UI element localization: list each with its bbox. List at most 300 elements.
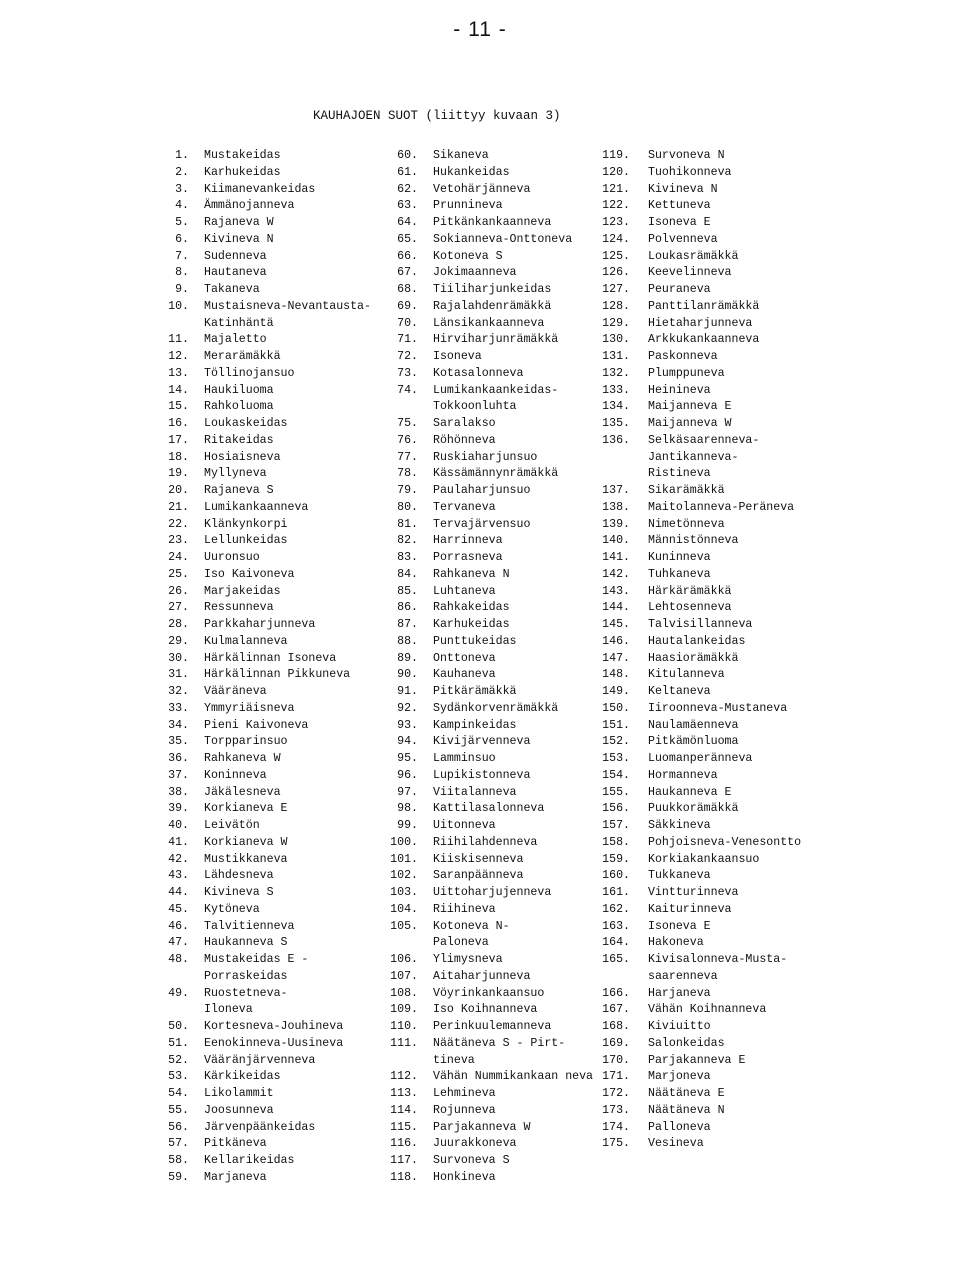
item-name: Pitkäneva bbox=[204, 1137, 267, 1151]
item-number: 153. bbox=[602, 752, 630, 765]
list-item bbox=[596, 684, 801, 701]
list-item bbox=[596, 785, 801, 802]
list-item bbox=[596, 567, 801, 584]
item-name: Pohjoisneva-Venesontto bbox=[648, 835, 802, 849]
item-name: Iso Koihnanneva bbox=[433, 1003, 538, 1017]
item-number: 147. bbox=[602, 651, 630, 665]
item-name: Röhönneva bbox=[433, 433, 496, 447]
item-number: 156. bbox=[602, 802, 630, 816]
list-item bbox=[163, 1019, 371, 1036]
item-number: 71. bbox=[397, 333, 418, 347]
item-name: Peuraneva bbox=[648, 283, 711, 296]
list-item bbox=[596, 818, 801, 835]
item-name: Likolammit bbox=[204, 1087, 274, 1100]
item-name: Mustaisneva-Nevantausta- Katinhäntä bbox=[204, 299, 371, 330]
list-item bbox=[382, 550, 593, 567]
item-name: Luomanperänneva bbox=[648, 752, 753, 765]
item-name: Mustakeidas E - Porraskeidas bbox=[204, 953, 309, 983]
item-name: Kivineva N bbox=[648, 182, 718, 196]
item-name: Korkianeva W bbox=[204, 835, 288, 849]
list-item bbox=[382, 785, 593, 802]
list-item bbox=[163, 399, 371, 416]
item-number: 56. bbox=[168, 1120, 189, 1134]
item-name: Kettuneva bbox=[648, 199, 711, 213]
item-number: 42. bbox=[168, 852, 189, 866]
item-number: 2. bbox=[175, 165, 189, 179]
item-number: 167. bbox=[602, 1003, 630, 1017]
list-item bbox=[382, 416, 593, 433]
list-item bbox=[596, 768, 801, 785]
item-number: 37. bbox=[168, 768, 189, 782]
item-number: 114. bbox=[390, 1103, 418, 1117]
list-item bbox=[163, 584, 371, 601]
list-item bbox=[596, 801, 801, 818]
list-item bbox=[382, 215, 593, 232]
list-item bbox=[163, 1103, 371, 1120]
list-item bbox=[163, 818, 371, 835]
item-name: Sokianneva-Onttoneva bbox=[433, 232, 573, 246]
list-item bbox=[596, 600, 801, 617]
item-number: 127. bbox=[602, 283, 630, 296]
list-item bbox=[596, 517, 801, 534]
list-item bbox=[382, 148, 593, 165]
item-name: Jäkälesneva bbox=[204, 785, 281, 799]
item-name: Sikaneva bbox=[433, 149, 489, 162]
item-number: 144. bbox=[602, 601, 630, 615]
item-number: 18. bbox=[168, 450, 189, 464]
item-name: Säkkineva bbox=[648, 819, 711, 832]
item-name: Harjaneva bbox=[648, 986, 711, 1000]
item-name: Maitolanneva-Peräneva bbox=[648, 500, 795, 514]
list-item bbox=[382, 868, 593, 885]
list-item bbox=[163, 768, 371, 785]
list-item bbox=[596, 868, 801, 885]
item-number: 116. bbox=[390, 1137, 418, 1151]
item-name: Marjaneva bbox=[204, 1170, 267, 1184]
item-name: Salonkeidas bbox=[648, 1036, 725, 1050]
item-number: 62. bbox=[397, 182, 418, 196]
item-number: 76. bbox=[397, 433, 418, 447]
list-item bbox=[382, 801, 593, 818]
list-item bbox=[596, 349, 801, 366]
list-column-3 bbox=[596, 148, 801, 1153]
item-number: 88. bbox=[397, 634, 418, 648]
item-name: Paskonneva bbox=[648, 350, 718, 363]
item-name: Harrinneva bbox=[433, 534, 503, 548]
item-name: Rahkakeidas bbox=[433, 601, 510, 615]
item-number: 34. bbox=[168, 718, 189, 732]
item-name: Sudenneva bbox=[204, 249, 267, 263]
item-number: 175. bbox=[602, 1137, 630, 1151]
item-number: 152. bbox=[602, 735, 630, 749]
list-item bbox=[382, 617, 593, 634]
list-item bbox=[382, 198, 593, 215]
list-item bbox=[163, 718, 371, 735]
item-name: Sydänkorvenrämäkkä bbox=[433, 701, 559, 715]
item-number: 48. bbox=[168, 953, 189, 966]
list-item bbox=[596, 265, 801, 282]
item-name: Hautalankeidas bbox=[648, 634, 746, 648]
list-item bbox=[596, 1069, 801, 1086]
item-number: 35. bbox=[168, 735, 189, 749]
item-number: 80. bbox=[397, 500, 418, 514]
item-name: Ylimysneva bbox=[433, 953, 503, 966]
item-name: Survoneva N bbox=[648, 149, 725, 162]
item-number: 163. bbox=[602, 919, 630, 933]
list-item bbox=[596, 885, 801, 902]
item-name: Kivineva N bbox=[204, 232, 274, 246]
item-number: 5. bbox=[175, 216, 189, 229]
list-item bbox=[382, 852, 593, 869]
list-item bbox=[382, 768, 593, 785]
list-item bbox=[382, 1086, 593, 1103]
list-item bbox=[382, 885, 593, 902]
list-item bbox=[163, 634, 371, 651]
item-name: Loukasrämäkkä bbox=[648, 249, 739, 263]
list-item bbox=[382, 1170, 593, 1187]
item-number: 137. bbox=[602, 484, 630, 497]
item-number: 61. bbox=[397, 165, 418, 179]
item-number: 90. bbox=[397, 668, 418, 682]
item-number: 63. bbox=[397, 199, 418, 213]
item-name: Kaiturinneva bbox=[648, 902, 732, 916]
list-item bbox=[596, 902, 801, 919]
list-item bbox=[596, 182, 801, 199]
item-name: Vääränjärvenneva bbox=[204, 1053, 316, 1067]
item-number: 120. bbox=[602, 165, 630, 179]
item-number: 110. bbox=[390, 1020, 418, 1033]
item-number: 38. bbox=[168, 785, 189, 799]
item-number: 27. bbox=[168, 601, 189, 615]
item-name: Härkälinnan Pikkuneva bbox=[204, 668, 351, 682]
list-item bbox=[596, 299, 801, 316]
item-number: 161. bbox=[602, 886, 630, 899]
list-item bbox=[382, 986, 593, 1003]
item-number: 46. bbox=[168, 919, 189, 933]
item-name: Marjoneva bbox=[648, 1070, 711, 1084]
item-number: 143. bbox=[602, 584, 630, 598]
item-name: Rahkaneva W bbox=[204, 752, 281, 765]
item-number: 99. bbox=[397, 819, 418, 832]
item-number: 104. bbox=[390, 902, 418, 916]
item-name: Kiviuitto bbox=[648, 1020, 711, 1033]
item-number: 28. bbox=[168, 618, 189, 631]
list-item bbox=[596, 332, 801, 349]
item-name: Lellunkeidas bbox=[204, 534, 288, 548]
list-item bbox=[382, 1019, 593, 1036]
item-name: Vöyrinkankaansuo bbox=[433, 986, 545, 1000]
list-item bbox=[382, 533, 593, 550]
item-name: Onttoneva bbox=[433, 651, 496, 665]
list-item bbox=[596, 1053, 801, 1070]
item-number: 26. bbox=[168, 584, 189, 598]
list-item bbox=[163, 651, 371, 668]
item-number: 124. bbox=[602, 232, 630, 246]
item-number: 100. bbox=[390, 835, 418, 849]
item-name: Takaneva bbox=[204, 283, 260, 296]
item-number: 40. bbox=[168, 819, 189, 832]
item-number: 41. bbox=[168, 835, 189, 849]
item-number: 123. bbox=[602, 216, 630, 229]
item-number: 162. bbox=[602, 902, 630, 916]
item-number: 117. bbox=[390, 1154, 418, 1167]
list-item bbox=[163, 751, 371, 768]
list-item bbox=[163, 383, 371, 400]
list-item bbox=[596, 919, 801, 936]
list-item bbox=[382, 667, 593, 684]
item-number: 22. bbox=[168, 517, 189, 531]
item-number: 45. bbox=[168, 902, 189, 916]
list-item bbox=[382, 684, 593, 701]
list-item bbox=[596, 584, 801, 601]
list-item bbox=[163, 349, 371, 366]
list-item bbox=[163, 617, 371, 634]
list-item bbox=[382, 433, 593, 450]
item-name: Haukanneva S bbox=[204, 936, 288, 950]
item-name: Loukaskeidas bbox=[204, 417, 288, 430]
item-name: Merarämäkkä bbox=[204, 350, 281, 363]
item-name: Kärkikeidas bbox=[204, 1070, 281, 1084]
list-item bbox=[163, 450, 371, 467]
list-item bbox=[596, 852, 801, 869]
item-number: 150. bbox=[602, 701, 630, 715]
item-number: 74. bbox=[397, 383, 418, 397]
item-name: Saranpäänneva bbox=[433, 869, 524, 883]
item-number: 151. bbox=[602, 718, 630, 732]
list-item bbox=[382, 282, 593, 299]
item-name: Saralakso bbox=[433, 417, 496, 430]
item-name: Lamminsuo bbox=[433, 752, 496, 765]
list-item bbox=[163, 734, 371, 751]
item-number: 134. bbox=[602, 400, 630, 414]
list-item bbox=[163, 1086, 371, 1103]
item-number: 122. bbox=[602, 199, 630, 213]
item-name: Porrasneva bbox=[433, 551, 503, 564]
list-item bbox=[163, 332, 371, 349]
item-number: 57. bbox=[168, 1137, 189, 1151]
item-name: Parkkaharjunneva bbox=[204, 618, 316, 631]
list-item bbox=[596, 148, 801, 165]
item-number: 20. bbox=[168, 484, 189, 497]
item-name: Eenokinneva-Uusineva bbox=[204, 1036, 344, 1050]
item-name: Parjakanneva W bbox=[433, 1120, 531, 1134]
item-number: 131. bbox=[602, 350, 630, 363]
list-item bbox=[596, 1103, 801, 1120]
list-column-2 bbox=[382, 148, 593, 1187]
item-name: Isoneva bbox=[433, 350, 482, 363]
list-item bbox=[163, 1153, 371, 1170]
list-item bbox=[596, 718, 801, 735]
list-item bbox=[163, 785, 371, 802]
item-number: 66. bbox=[397, 249, 418, 263]
list-item bbox=[163, 517, 371, 534]
item-number: 85. bbox=[397, 584, 418, 598]
item-number: 129. bbox=[602, 316, 630, 330]
list-item bbox=[596, 366, 801, 383]
item-name: Lupikistonneva bbox=[433, 768, 531, 782]
item-name: Rajalahdenrämäkkä bbox=[433, 299, 552, 313]
item-name: Riihilahdenneva bbox=[433, 835, 538, 849]
list-item bbox=[382, 316, 593, 333]
item-number: 23. bbox=[168, 534, 189, 548]
item-name: Tuhkaneva bbox=[648, 567, 711, 581]
item-name: Kivisalonneva-Musta- saarenneva bbox=[648, 953, 788, 983]
item-number: 60. bbox=[397, 149, 418, 162]
list-item bbox=[596, 701, 801, 718]
item-name: Paulaharjunsuo bbox=[433, 484, 531, 497]
item-name: Aitaharjunneva bbox=[433, 969, 531, 983]
item-name: Talvitienneva bbox=[204, 919, 295, 933]
list-item bbox=[596, 249, 801, 266]
item-number: 8. bbox=[175, 266, 189, 280]
item-name: Mustakeidas bbox=[204, 149, 281, 162]
list-item bbox=[163, 1036, 371, 1053]
list-item bbox=[163, 198, 371, 215]
item-number: 92. bbox=[397, 701, 418, 715]
item-name: Pitkämönluoma bbox=[648, 735, 739, 749]
list-item bbox=[163, 416, 371, 433]
item-number: 115. bbox=[390, 1120, 418, 1134]
list-item bbox=[163, 1120, 371, 1137]
list-item bbox=[382, 734, 593, 751]
list-item bbox=[163, 567, 371, 584]
list-item bbox=[382, 919, 593, 953]
item-number: 106. bbox=[390, 953, 418, 966]
item-number: 51. bbox=[168, 1036, 189, 1050]
item-name: Sikarämäkkä bbox=[648, 484, 725, 497]
item-name: Arkkukankaanneva bbox=[648, 333, 760, 347]
item-name: Korkiakankaansuo bbox=[648, 852, 760, 866]
list-item bbox=[163, 1069, 371, 1086]
item-number: 17. bbox=[168, 433, 189, 447]
item-name: Lumikankaankeidas- Tokkoonluhta bbox=[433, 383, 559, 414]
item-name: Ruostetneva- Iloneva bbox=[204, 986, 288, 1017]
list-item bbox=[382, 584, 593, 601]
item-number: 96. bbox=[397, 768, 418, 782]
item-name: Lähdesneva bbox=[204, 869, 274, 883]
list-item bbox=[596, 533, 801, 550]
item-number: 39. bbox=[168, 802, 189, 816]
item-name: Koninneva bbox=[204, 768, 267, 782]
list-item bbox=[596, 198, 801, 215]
item-name: Leivätön bbox=[204, 819, 260, 832]
item-name: Pitkänkankaanneva bbox=[433, 216, 552, 229]
item-name: Härkärämäkkä bbox=[648, 584, 732, 598]
list-item bbox=[382, 517, 593, 534]
item-number: 158. bbox=[602, 835, 630, 849]
list-item bbox=[163, 1170, 371, 1187]
item-name: Näätäneva E bbox=[648, 1087, 725, 1100]
item-number: 32. bbox=[168, 685, 189, 698]
list-item bbox=[163, 835, 371, 852]
item-number: 10. bbox=[168, 299, 189, 313]
item-name: Kivijärvenneva bbox=[433, 735, 531, 749]
item-number: 84. bbox=[397, 567, 418, 581]
list-item bbox=[596, 935, 801, 952]
list-item bbox=[163, 667, 371, 684]
list-item bbox=[163, 902, 371, 919]
item-number: 118. bbox=[390, 1170, 418, 1184]
item-name: Ritakeidas bbox=[204, 433, 274, 447]
item-name: Tuohikonneva bbox=[648, 165, 732, 179]
list-item bbox=[596, 1120, 801, 1137]
list-item bbox=[382, 466, 593, 483]
item-name: Järvenpäänkeidas bbox=[204, 1120, 316, 1134]
list-item bbox=[382, 902, 593, 919]
list-item bbox=[163, 952, 371, 986]
item-name: Isoneva E bbox=[648, 216, 711, 229]
item-name: Hakoneva bbox=[648, 936, 704, 950]
item-number: 165. bbox=[602, 953, 630, 966]
list-item bbox=[382, 165, 593, 182]
item-name: Punttukeidas bbox=[433, 634, 517, 648]
item-number: 97. bbox=[397, 785, 418, 799]
item-name: Rahkoluoma bbox=[204, 400, 274, 414]
item-number: 149. bbox=[602, 685, 630, 698]
list-item bbox=[163, 986, 371, 1020]
item-name: Haukanneva E bbox=[648, 785, 732, 799]
list-item bbox=[596, 734, 801, 751]
list-item bbox=[163, 550, 371, 567]
item-name: Vähän Nummikankaan neva bbox=[433, 1070, 594, 1084]
item-number: 69. bbox=[397, 299, 418, 313]
item-number: 83. bbox=[397, 551, 418, 564]
item-name: Tukkaneva bbox=[648, 869, 711, 883]
list-item bbox=[596, 986, 801, 1003]
item-number: 157. bbox=[602, 819, 630, 832]
item-name: Kortesneva-Jouhineva bbox=[204, 1020, 344, 1033]
list-item bbox=[382, 818, 593, 835]
item-name: Marjakeidas bbox=[204, 584, 281, 598]
item-number: 94. bbox=[397, 735, 418, 749]
item-name: Juurakkoneva bbox=[433, 1137, 517, 1151]
item-name: Plumppuneva bbox=[648, 366, 725, 380]
item-number: 112. bbox=[390, 1070, 418, 1084]
item-name: Heinineva bbox=[648, 383, 711, 397]
item-name: Parjakanneva E bbox=[648, 1053, 746, 1067]
item-name: Jokimaanneva bbox=[433, 266, 517, 280]
item-name: Haasiorämäkkä bbox=[648, 651, 739, 665]
item-name: Palloneva bbox=[648, 1120, 711, 1134]
item-number: 119. bbox=[602, 149, 630, 162]
item-number: 86. bbox=[397, 601, 418, 615]
list-item bbox=[596, 483, 801, 500]
item-name: Ymmyriäisneva bbox=[204, 701, 295, 715]
list-item bbox=[382, 249, 593, 266]
item-number: 67. bbox=[397, 266, 418, 280]
item-number: 30. bbox=[168, 651, 189, 665]
item-name: Vintturinneva bbox=[648, 886, 739, 899]
item-name: Survoneva S bbox=[433, 1154, 510, 1167]
item-name: Luhtaneva bbox=[433, 584, 496, 598]
item-name: Töllinojansuo bbox=[204, 366, 295, 380]
item-name: Kotasalonneva bbox=[433, 366, 524, 380]
item-name: Rahkaneva N bbox=[433, 567, 510, 581]
item-name: Lehmineva bbox=[433, 1087, 496, 1100]
item-name: Kauhaneva bbox=[433, 668, 496, 682]
item-number: 44. bbox=[168, 886, 189, 899]
list-item bbox=[596, 952, 801, 986]
list-item bbox=[163, 1136, 371, 1153]
item-number: 138. bbox=[602, 500, 630, 514]
item-number: 130. bbox=[602, 333, 630, 347]
item-number: 75. bbox=[397, 417, 418, 430]
list-item bbox=[163, 701, 371, 718]
item-name: Rajaneva W bbox=[204, 216, 274, 229]
item-number: 139. bbox=[602, 517, 630, 531]
item-name: Kuninneva bbox=[648, 551, 711, 564]
list-item bbox=[163, 935, 371, 952]
